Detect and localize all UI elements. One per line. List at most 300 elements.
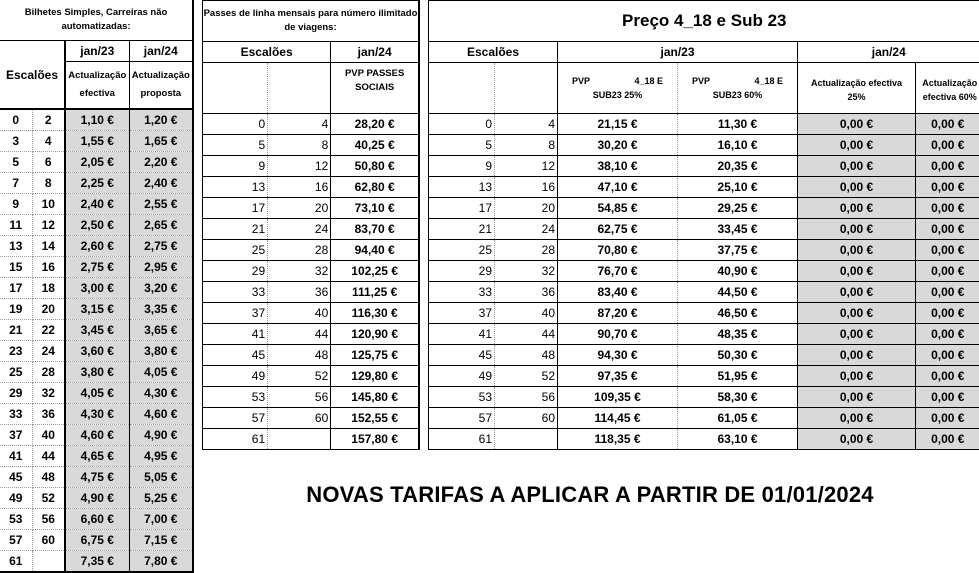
escalao-from: 37 — [0, 425, 32, 446]
table-row — [429, 282, 979, 303]
actualizacao-60: 0,00 € — [916, 366, 979, 387]
actualizacao-60: 0,00 € — [916, 345, 979, 366]
escalao-to: 16 — [268, 177, 331, 198]
escalao-from: 49 — [429, 366, 495, 387]
table-row — [429, 345, 979, 366]
table-row — [0, 488, 193, 509]
table1-escaloes-header: Escalões — [0, 41, 65, 110]
escalao-from: 25 — [203, 240, 268, 261]
price-jan24: 5,25 € — [129, 488, 193, 509]
actualizacao-25: 0,00 € — [798, 240, 916, 261]
pvp-sub23-60: 61,05 € — [678, 408, 798, 429]
table1-actualizacao-efectiva-header: Actualização efectiva — [65, 62, 129, 110]
table-row — [0, 257, 193, 278]
escalao-to — [32, 551, 65, 573]
table-row — [203, 156, 420, 177]
escalao-to: 48 — [495, 345, 558, 366]
escalao-to: 40 — [495, 303, 558, 324]
actualizacao-25: 0,00 € — [798, 345, 916, 366]
escalao-to: 10 — [32, 194, 65, 215]
escalao-to: 60 — [495, 408, 558, 429]
table1-title: Bilhetes Simples, Carreiras não automatizadas: — [0, 0, 193, 41]
table-bilhetes-simples — [0, 0, 194, 573]
escalao-from: 25 — [0, 362, 32, 383]
escalao-from: 61 — [203, 429, 268, 450]
escalao-from: 5 — [203, 135, 268, 156]
table-row — [429, 240, 979, 261]
pvp-sub23-60: 48,35 € — [678, 324, 798, 345]
table-row — [203, 429, 420, 450]
price-jan23: 3,15 € — [65, 299, 129, 320]
escalao-from: 33 — [0, 404, 32, 425]
table1-jan23-header: jan/23 — [65, 41, 129, 62]
table-row — [203, 303, 420, 324]
escalao-from: 17 — [0, 278, 32, 299]
table3-actualizacao-60-header: Actualização efectiva 60% — [916, 63, 979, 114]
escalao-from: 49 — [203, 366, 268, 387]
price-jan24: 2,40 € — [129, 173, 193, 194]
price-jan24: 3,35 € — [129, 299, 193, 320]
actualizacao-25: 0,00 € — [798, 156, 916, 177]
escalao-to: 28 — [32, 362, 65, 383]
table3-jan24-header: jan/24 — [798, 42, 979, 63]
table-row — [0, 341, 193, 362]
table-row — [203, 366, 420, 387]
pvp-sub23-60: 44,50 € — [678, 282, 798, 303]
banner-novas-tarifas: NOVAS TARIFAS A APLICAR A PARTIR DE 01/01/2024 — [205, 482, 975, 508]
escalao-from: 49 — [0, 488, 32, 509]
escalao-from: 23 — [0, 341, 32, 362]
pvp-sub23-60: 29,25 € — [678, 198, 798, 219]
table2-pvp-header: PVP PASSES SOCIAIS — [331, 63, 419, 114]
escalao-from: 21 — [429, 219, 495, 240]
escalao-to: 20 — [32, 299, 65, 320]
escalao-from: 29 — [203, 261, 268, 282]
escalao-to: 32 — [268, 261, 331, 282]
price-jan24: 3,80 € — [129, 341, 193, 362]
table3-pvp-25-left: PVP — [572, 74, 590, 88]
actualizacao-25: 0,00 € — [798, 387, 916, 408]
table-row — [0, 215, 193, 236]
pvp-passe-social: 62,80 € — [331, 177, 419, 198]
actualizacao-60: 0,00 € — [916, 114, 979, 135]
pvp-passe-social: 28,20 € — [331, 114, 419, 135]
escalao-to — [268, 429, 331, 450]
price-jan23: 2,75 € — [65, 257, 129, 278]
table-row — [203, 198, 420, 219]
escalao-to: 28 — [268, 240, 331, 261]
price-jan23: 2,40 € — [65, 194, 129, 215]
pvp-passe-social: 111,25 € — [331, 282, 419, 303]
actualizacao-25: 0,00 € — [798, 324, 916, 345]
table-row — [0, 278, 193, 299]
table-row — [203, 387, 420, 408]
escalao-from: 17 — [429, 198, 495, 219]
pvp-sub23-25: 83,40 € — [558, 282, 678, 303]
table3-pvp-25-right: 4_18 E — [634, 74, 663, 88]
escalao-from: 0 — [0, 109, 32, 131]
pvp-sub23-60: 50,30 € — [678, 345, 798, 366]
escalao-to: 48 — [268, 345, 331, 366]
escalao-to: 4 — [268, 114, 331, 135]
escalao-from: 53 — [203, 387, 268, 408]
escalao-to: 24 — [32, 341, 65, 362]
table2-jan24-header: jan/24 — [331, 42, 419, 63]
pvp-sub23-60: 16,10 € — [678, 135, 798, 156]
table-row — [203, 219, 420, 240]
pvp-passe-social: 102,25 € — [331, 261, 419, 282]
table-row — [429, 261, 979, 282]
actualizacao-25: 0,00 € — [798, 366, 916, 387]
table-row — [203, 282, 420, 303]
table-row — [203, 114, 420, 135]
escalao-from: 33 — [429, 282, 495, 303]
table3-escaloes-header: Escalões — [429, 42, 558, 63]
escalao-from: 3 — [0, 131, 32, 152]
actualizacao-25: 0,00 € — [798, 261, 916, 282]
table-row — [0, 362, 193, 383]
price-jan23: 4,75 € — [65, 467, 129, 488]
table-row — [203, 135, 420, 156]
escalao-to: 12 — [32, 215, 65, 236]
table3-blank-header — [429, 63, 495, 114]
escalao-from: 21 — [0, 320, 32, 341]
escalao-to: 60 — [32, 530, 65, 551]
table-row — [0, 425, 193, 446]
table3-pvp-60-right: 4_18 E — [754, 74, 783, 88]
escalao-from: 37 — [429, 303, 495, 324]
price-jan24: 2,95 € — [129, 257, 193, 278]
price-jan24: 7,80 € — [129, 551, 193, 573]
table-row — [203, 177, 420, 198]
escalao-to: 16 — [495, 177, 558, 198]
price-jan24: 4,05 € — [129, 362, 193, 383]
escalao-from: 13 — [203, 177, 268, 198]
escalao-to: 52 — [495, 366, 558, 387]
pvp-sub23-25: 94,30 € — [558, 345, 678, 366]
pvp-sub23-60: 20,35 € — [678, 156, 798, 177]
table-row — [429, 408, 979, 429]
actualizacao-60: 0,00 € — [916, 219, 979, 240]
price-jan23: 4,60 € — [65, 425, 129, 446]
price-jan24: 4,60 € — [129, 404, 193, 425]
pvp-sub23-25: 54,85 € — [558, 198, 678, 219]
price-jan23: 6,60 € — [65, 509, 129, 530]
table3-pvp-60-bottom: SUB23 60% — [678, 88, 797, 102]
escalao-from: 61 — [429, 429, 495, 450]
actualizacao-60: 0,00 € — [916, 324, 979, 345]
table-row — [203, 261, 420, 282]
actualizacao-25: 0,00 € — [798, 135, 916, 156]
actualizacao-60: 0,00 € — [916, 135, 979, 156]
table-row — [429, 114, 979, 135]
table2-title: Passes de linha mensais para número ilimitado de viagens: — [203, 1, 420, 42]
escalao-to: 32 — [32, 383, 65, 404]
price-jan23: 6,75 € — [65, 530, 129, 551]
escalao-from: 5 — [0, 152, 32, 173]
price-jan23: 2,05 € — [65, 152, 129, 173]
price-jan23: 1,10 € — [65, 109, 129, 131]
table3-pvp-60-left: PVP — [692, 74, 710, 88]
price-jan24: 4,30 € — [129, 383, 193, 404]
escalao-from: 53 — [0, 509, 32, 530]
actualizacao-60: 0,00 € — [916, 261, 979, 282]
escalao-to: 4 — [32, 131, 65, 152]
actualizacao-60: 0,00 € — [916, 156, 979, 177]
pvp-passe-social: 157,80 € — [331, 429, 419, 450]
table-row — [0, 551, 193, 573]
escalao-from: 45 — [203, 345, 268, 366]
price-jan24: 3,20 € — [129, 278, 193, 299]
table1-actualizacao-proposta-header: Actualização proposta — [129, 62, 193, 110]
escalao-from: 61 — [0, 551, 32, 573]
actualizacao-60: 0,00 € — [916, 198, 979, 219]
pvp-sub23-60: 51,95 € — [678, 366, 798, 387]
price-jan23: 2,50 € — [65, 215, 129, 236]
price-jan24: 4,95 € — [129, 446, 193, 467]
pvp-sub23-25: 21,15 € — [558, 114, 678, 135]
escalao-to: 40 — [32, 425, 65, 446]
table-row — [429, 135, 979, 156]
pvp-passe-social: 125,75 € — [331, 345, 419, 366]
table-row — [203, 324, 420, 345]
escalao-from: 9 — [429, 156, 495, 177]
table-row — [0, 446, 193, 467]
actualizacao-60: 0,00 € — [916, 387, 979, 408]
escalao-to: 56 — [268, 387, 331, 408]
escalao-to: 36 — [32, 404, 65, 425]
price-jan23: 4,30 € — [65, 404, 129, 425]
table2-blank-header — [268, 63, 331, 114]
pvp-sub23-25: 30,20 € — [558, 135, 678, 156]
actualizacao-25: 0,00 € — [798, 429, 916, 450]
escalao-to: 24 — [495, 219, 558, 240]
escalao-to: 8 — [268, 135, 331, 156]
escalao-to: 24 — [268, 219, 331, 240]
price-jan24: 7,15 € — [129, 530, 193, 551]
pvp-sub23-25: 70,80 € — [558, 240, 678, 261]
table-row — [0, 467, 193, 488]
pvp-sub23-60: 58,30 € — [678, 387, 798, 408]
pvp-passe-social: 83,70 € — [331, 219, 419, 240]
pvp-sub23-60: 63,10 € — [678, 429, 798, 450]
table-row — [429, 324, 979, 345]
escalao-from: 17 — [203, 198, 268, 219]
pvp-passe-social: 50,80 € — [331, 156, 419, 177]
table-row — [429, 198, 979, 219]
table-row — [0, 152, 193, 173]
pvp-passe-social: 145,80 € — [331, 387, 419, 408]
pvp-sub23-25: 62,75 € — [558, 219, 678, 240]
escalao-to: 44 — [32, 446, 65, 467]
table1-jan24-header: jan/24 — [129, 41, 193, 62]
actualizacao-25: 0,00 € — [798, 198, 916, 219]
escalao-to: 44 — [268, 324, 331, 345]
price-jan23: 1,55 € — [65, 131, 129, 152]
escalao-to: 56 — [32, 509, 65, 530]
escalao-from: 0 — [203, 114, 268, 135]
escalao-from: 15 — [0, 257, 32, 278]
pvp-sub23-25: 118,35 € — [558, 429, 678, 450]
price-jan24: 2,75 € — [129, 236, 193, 257]
table-row — [429, 156, 979, 177]
pvp-sub23-25: 87,20 € — [558, 303, 678, 324]
escalao-to: 22 — [32, 320, 65, 341]
escalao-to: 12 — [495, 156, 558, 177]
escalao-from: 13 — [0, 236, 32, 257]
table3-blank-header — [495, 63, 558, 114]
escalao-from: 9 — [203, 156, 268, 177]
actualizacao-60: 0,00 € — [916, 282, 979, 303]
escalao-to: 52 — [268, 366, 331, 387]
pvp-passe-social: 73,10 € — [331, 198, 419, 219]
table3-pvp-60-header — [678, 63, 798, 114]
escalao-to: 16 — [32, 257, 65, 278]
escalao-to: 48 — [32, 467, 65, 488]
actualizacao-60: 0,00 € — [916, 408, 979, 429]
escalao-from: 25 — [429, 240, 495, 261]
table3-title: Preço 4_18 e Sub 23 — [429, 1, 979, 42]
price-jan23: 3,60 € — [65, 341, 129, 362]
pvp-passe-social: 120,90 € — [331, 324, 419, 345]
pvp-sub23-25: 90,70 € — [558, 324, 678, 345]
escalao-to: 6 — [32, 152, 65, 173]
escalao-to: 56 — [495, 387, 558, 408]
table-passes-linha — [202, 0, 420, 450]
table-row — [0, 236, 193, 257]
escalao-to: 8 — [495, 135, 558, 156]
table-row — [0, 194, 193, 215]
escalao-from: 41 — [0, 446, 32, 467]
table-row — [0, 404, 193, 425]
escalao-from: 11 — [0, 215, 32, 236]
price-jan23: 3,00 € — [65, 278, 129, 299]
price-jan23: 4,90 € — [65, 488, 129, 509]
price-jan24: 2,20 € — [129, 152, 193, 173]
escalao-to: 52 — [32, 488, 65, 509]
table-row — [0, 509, 193, 530]
table2-blank-header — [203, 63, 268, 114]
table-row — [0, 131, 193, 152]
price-jan23: 2,25 € — [65, 173, 129, 194]
escalao-from: 57 — [429, 408, 495, 429]
escalao-from: 45 — [429, 345, 495, 366]
actualizacao-25: 0,00 € — [798, 177, 916, 198]
escalao-from: 33 — [203, 282, 268, 303]
escalao-to: 14 — [32, 236, 65, 257]
escalao-to: 36 — [495, 282, 558, 303]
table-row — [429, 429, 979, 450]
escalao-from: 45 — [0, 467, 32, 488]
escalao-from: 29 — [0, 383, 32, 404]
actualizacao-25: 0,00 € — [798, 219, 916, 240]
table-row — [0, 299, 193, 320]
escalao-to: 20 — [495, 198, 558, 219]
escalao-to: 20 — [268, 198, 331, 219]
pvp-passe-social: 129,80 € — [331, 366, 419, 387]
table3-jan23-header: jan/23 — [558, 42, 798, 63]
escalao-from: 57 — [0, 530, 32, 551]
actualizacao-60: 0,00 € — [916, 303, 979, 324]
table-row — [203, 240, 420, 261]
price-jan24: 1,65 € — [129, 131, 193, 152]
price-jan24: 4,90 € — [129, 425, 193, 446]
actualizacao-60: 0,00 € — [916, 429, 979, 450]
table-row — [429, 177, 979, 198]
table-row — [429, 303, 979, 324]
table-row — [0, 109, 193, 131]
table-preco-4-18-sub23 — [428, 0, 979, 450]
table3-pvp-25-bottom: SUB23 25% — [558, 88, 677, 102]
actualizacao-60: 0,00 € — [916, 240, 979, 261]
escalao-from: 5 — [429, 135, 495, 156]
pvp-passe-social: 40,25 € — [331, 135, 419, 156]
table-row — [203, 345, 420, 366]
pvp-sub23-25: 76,70 € — [558, 261, 678, 282]
escalao-to: 18 — [32, 278, 65, 299]
table-row — [0, 383, 193, 404]
escalao-from: 41 — [429, 324, 495, 345]
actualizacao-25: 0,00 € — [798, 114, 916, 135]
escalao-from: 13 — [429, 177, 495, 198]
price-jan23: 2,60 € — [65, 236, 129, 257]
price-jan23: 3,45 € — [65, 320, 129, 341]
pvp-passe-social: 94,40 € — [331, 240, 419, 261]
escalao-to — [495, 429, 558, 450]
table3-actualizacao-25-header: Actualização efectiva 25% — [798, 63, 916, 114]
escalao-to: 2 — [32, 109, 65, 131]
pvp-sub23-60: 46,50 € — [678, 303, 798, 324]
price-jan24: 7,00 € — [129, 509, 193, 530]
table-row — [203, 408, 420, 429]
pvp-sub23-60: 40,90 € — [678, 261, 798, 282]
actualizacao-25: 0,00 € — [798, 303, 916, 324]
escalao-to: 44 — [495, 324, 558, 345]
actualizacao-25: 0,00 € — [798, 408, 916, 429]
table-row — [0, 173, 193, 194]
price-jan24: 1,20 € — [129, 109, 193, 131]
escalao-from: 57 — [203, 408, 268, 429]
table-row — [429, 219, 979, 240]
price-jan23: 4,05 € — [65, 383, 129, 404]
escalao-from: 0 — [429, 114, 495, 135]
pvp-sub23-25: 97,35 € — [558, 366, 678, 387]
table2-escaloes-header: Escalões — [203, 42, 331, 63]
escalao-from: 9 — [0, 194, 32, 215]
table-row — [0, 530, 193, 551]
escalao-from: 37 — [203, 303, 268, 324]
escalao-to: 32 — [495, 261, 558, 282]
price-jan24: 2,55 € — [129, 194, 193, 215]
escalao-from: 53 — [429, 387, 495, 408]
table-row — [429, 366, 979, 387]
pvp-passe-social: 152,55 € — [331, 408, 419, 429]
escalao-from: 41 — [203, 324, 268, 345]
escalao-to: 36 — [268, 282, 331, 303]
table-row — [0, 320, 193, 341]
escalao-from: 21 — [203, 219, 268, 240]
escalao-to: 28 — [495, 240, 558, 261]
escalao-to: 60 — [268, 408, 331, 429]
pvp-sub23-60: 33,45 € — [678, 219, 798, 240]
price-jan24: 3,65 € — [129, 320, 193, 341]
pvp-sub23-25: 38,10 € — [558, 156, 678, 177]
escalao-to: 12 — [268, 156, 331, 177]
actualizacao-25: 0,00 € — [798, 282, 916, 303]
price-jan23: 7,35 € — [65, 551, 129, 573]
escalao-to: 8 — [32, 173, 65, 194]
price-jan24: 5,05 € — [129, 467, 193, 488]
